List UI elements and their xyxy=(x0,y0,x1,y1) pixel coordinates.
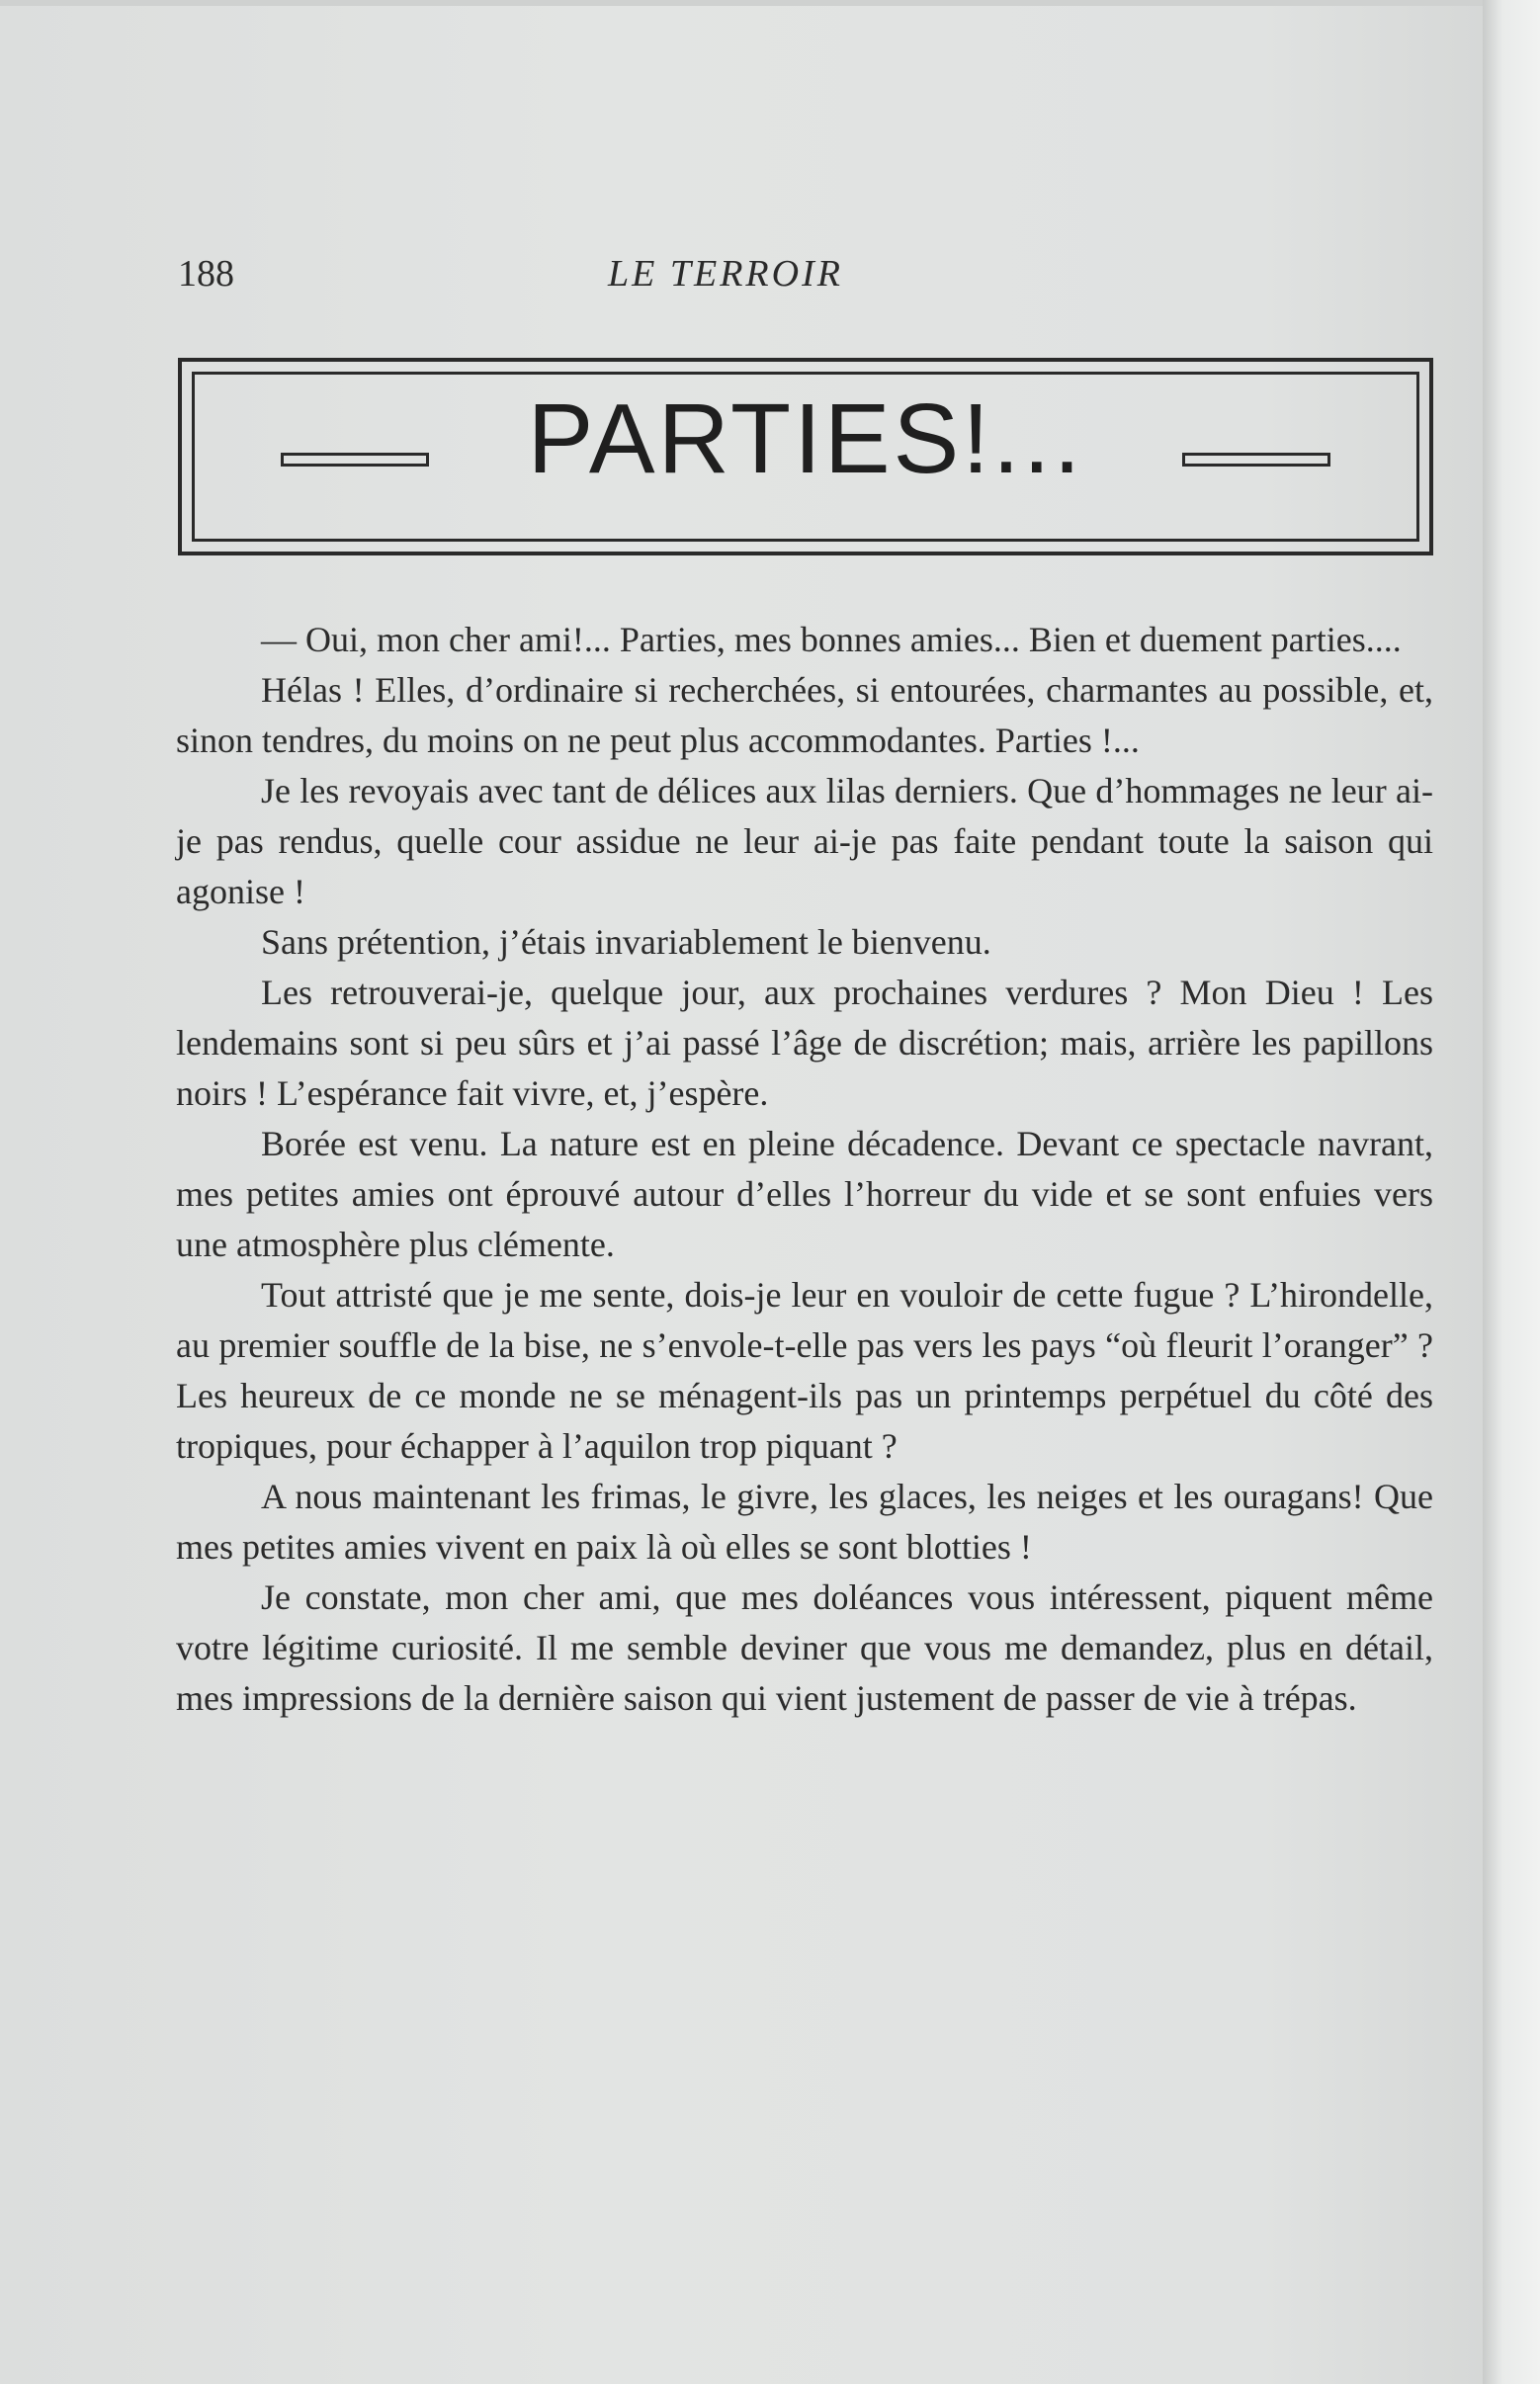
running-head xyxy=(178,252,1433,301)
paragraph: Je constate, mon cher ami, que mes doléances vous intéressent, piquent même votre légitime curiosité. Il me semble deviner que vous me demandez, plus en détail, mes impressions de la dernière saison qui vient justement de passer de vie à trépas. xyxy=(176,1577,1433,1718)
title-frame xyxy=(178,358,1433,555)
paragraph: Je les revoyais avec tant de délices aux lilas derniers. Que d’hommages ne leur ai-je pas rendus, quelle cour assidue ne leur ai-je pas faite pendant toute la saison qui agonise ! xyxy=(176,771,1433,911)
page-top-edge xyxy=(0,0,1483,6)
paragraph: Borée est venu. La nature est en pleine décadence. Devant ce spectacle navrant, mes petites amies ont éprouvé autour d’elles l’horreur du vide et se sont enfuies vers une atmosphère plus clémente. xyxy=(176,1124,1433,1264)
journal-title: LE TERROIR xyxy=(608,253,843,295)
paragraph: Hélas ! Elles, d’ordinaire si recherchées, si entourées, charmantes au possible, et, sinon tendres, du moins on ne peut plus accommodantes. Parties !... xyxy=(176,670,1433,760)
page-number: 188 xyxy=(178,253,234,295)
paragraph: Les retrouverai-je, quelque jour, aux prochaines verdures ? Mon Dieu ! Les lendemains sont si peu sûrs et j’ai passé l’âge de discrétion; mais, arrière les papillons noirs ! L’espérance fait vivre, et, j’espère. xyxy=(176,973,1433,1113)
page-gutter xyxy=(1483,0,1540,2384)
title-ornament-right xyxy=(1182,453,1330,467)
article-title: PARTIES!... xyxy=(527,383,1084,494)
paragraph: Tout attristé que je me sente, dois-je leur en vouloir de cette fugue ? L’hirondelle, au premier souffle de la bise, ne s’envole-t-elle pas vers les pays “où fleurit l’oranger” ? Les heureux de ce monde ne se ménagent-ils pas un printemps perpétuel du côté des tropiques, pour échapper à l’aquilon trop piquant ? xyxy=(176,1275,1433,1466)
paragraph: — Oui, mon cher ami!... Parties, mes bonnes amies... Bien et duement parties.... xyxy=(261,620,1402,659)
paragraph: Sans prétention, j’étais invariablement le bienvenu. xyxy=(261,922,991,962)
paragraph: A nous maintenant les frimas, le givre, les glaces, les neiges et les ouragans! Que mes petites amies vivent en paix là où elles se sont blotties ! xyxy=(176,1477,1433,1567)
article-body xyxy=(176,615,1433,1724)
